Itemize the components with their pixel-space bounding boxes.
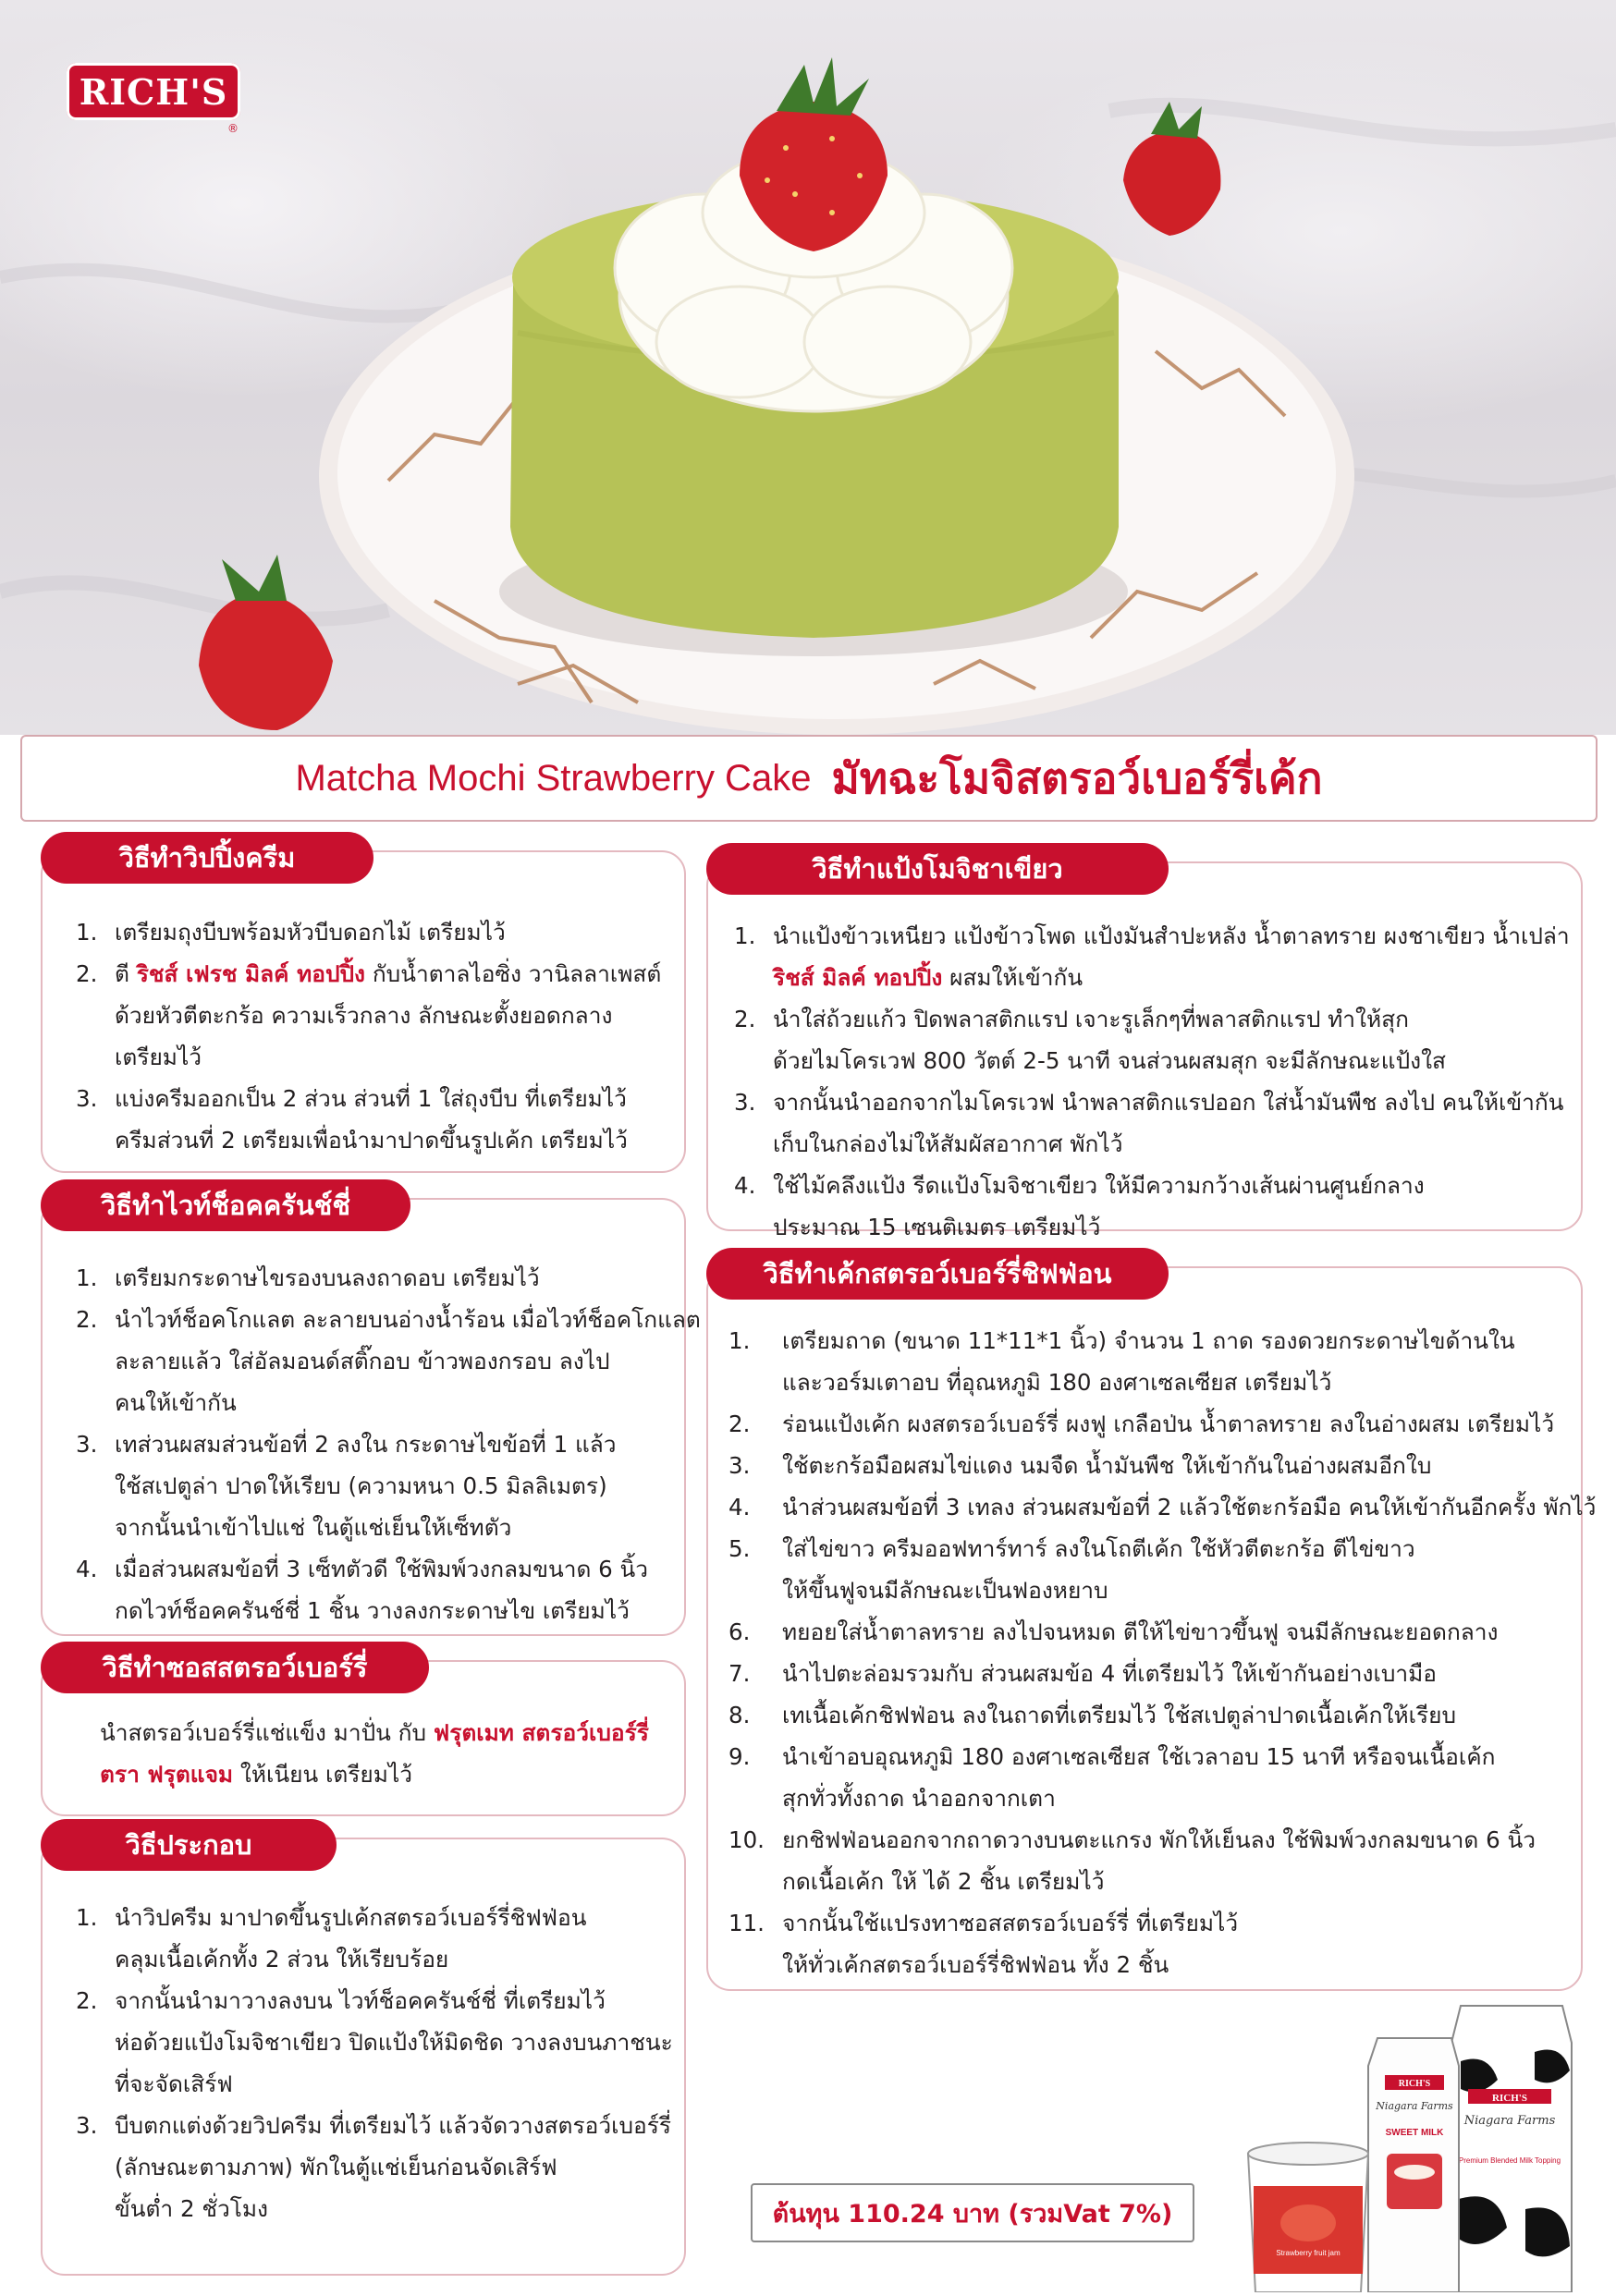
- registered-mark: ®: [227, 122, 239, 135]
- fruit-jam-tub-icon: [1248, 2143, 1368, 2292]
- product-highlight: ฟรุตเมท สตรอว์เบอร์รี่: [433, 1719, 649, 1746]
- section-heading: วิธีทำซอสสตรอว์เบอร์รี่: [41, 1642, 429, 1693]
- hero-photo: [0, 0, 1616, 735]
- svg-text:Premium Blended Milk Topping: Premium Blended Milk Topping: [1458, 2156, 1561, 2165]
- step-item: 3. ใช้ตะกร้อมือผสมไข่แดง นมจืด น้ำมันพืช ให้เข้ากันในอ่างผสมอีกใบ: [728, 1452, 1432, 1479]
- svg-text:RICH'S: RICH'S: [1398, 2079, 1431, 2089]
- product-highlight: ตรา ฟรุตแจม: [100, 1761, 234, 1788]
- section-matcha-mochi: [706, 853, 1583, 1240]
- cake-illustration: [0, 0, 1616, 735]
- svg-text:Niagara Farms: Niagara Farms: [1463, 2114, 1556, 2128]
- product-images: [1230, 1987, 1616, 2292]
- svg-text:Niagara Farms: Niagara Farms: [1376, 2100, 1453, 2112]
- step-item: 1. นำวิปครีม มาปาดขึ้นรูปเค้กสตรอว์เบอร์รี่ชิฟฟ่อน คลุมเนื้อเค้กทั้ง 2 ส่วน ให้เรียบร้อย: [76, 1904, 587, 1972]
- step-item: 2. จากนั้นนำมาวางลงบน ไวท์ช็อคครันช์ชี่ ที่เตรียมไว้ ห่อด้วยแป้งโมจิชาเขียว ปิดแป้งให้มิดชิด วางลงบนภาชนะ ที่จะจัดเสิร์ฟ: [76, 1987, 673, 2097]
- step-item: 11. จากนั้นใช้แปรงทาซอสสตรอว์เบอร์รี่ ที่เตรียมไว้ ให้ทั่วเค้กสตรอว์เบอร์รี่ชิฟฟ่อน ทั้ง 2 ชิ้น: [728, 1910, 1239, 1978]
- title-english: Matcha Mochi Strawberry Cake: [295, 757, 812, 799]
- steps-list: [68, 911, 684, 1161]
- product-highlight: ริชส์ มิลค์ ทอปปิ้ง: [773, 964, 943, 991]
- section-heading: วิธีทำเค้กสตรอว์เบอร์รี่ชิฟฟ่อน: [706, 1248, 1169, 1300]
- svg-text:Strawberry fruit jam: Strawberry fruit jam: [1276, 2249, 1341, 2257]
- title-thai: มัทฉะโมจิสตรอว์เบอร์รี่เค้ก: [831, 752, 1323, 803]
- svg-text:SWEET MILK: SWEET MILK: [1385, 2128, 1444, 2138]
- steps-list: [728, 1320, 1597, 1985]
- section-whipping-cream: [41, 842, 686, 1173]
- steps-list: [68, 1257, 701, 1631]
- section-white-choc-crunchy: [41, 1190, 701, 1636]
- sauce-text: นำสตรอว์เบอร์รี่แช่แข็ง มาปั่น กับ ฟรุตเมท สตรอว์เบอร์รี่ ตรา ฟรุตแจม ให้เนียน เตรียมไว้: [100, 1719, 649, 1788]
- section-heading: วิธีทำแป้งโมจิชาเขียว: [706, 843, 1169, 895]
- step-item: 3. บีบตกแต่งด้วยวิปครีม ที่เตรียมไว้ แล้วจัดวางสตรอว์เบอร์รี่ (ลักษณะตามภาพ) พักในตู้แช่เย็นก่อนจัดเสิร์ฟ ขั้นต่ำ 2 ชั่วโมง: [76, 2112, 672, 2222]
- steps-list: [727, 915, 1581, 1248]
- logo-text: RICH'S: [79, 70, 228, 113]
- section-strawberry-chiffon: [706, 1258, 1597, 1991]
- products-illustration: [1230, 1987, 1616, 2292]
- step-item: 3. แบ่งครีมออกเป็น 2 ส่วน ส่วนที่ 1 ใส่ถุงบีบ ที่เตรียมไว้ ครีมส่วนที่ 2 เตรียมเพื่อนำมาปาดขึ้นรูปเค้ก เตรียมไว้: [76, 1085, 628, 1154]
- step-item: 3. จากนั้นนำออกจากไมโครเวฟ นำพลาสติกแรปออก ใส่น้ำมันพืช ลงไป คนให้เข้ากัน เก็บในกล่องไม่ให้สัมผัสอากาศ พักไว้: [734, 1089, 1564, 1157]
- step-item: 1. นำแป้งข้าวเหนียว แป้งข้าวโพด แป้งมันสำปะหลัง น้ำตาลทราย ผงชาเขียว น้ำเปล่า ริชส์ มิลค์ ทอปปิ้ง ผสมให้เข้ากัน: [734, 922, 1570, 991]
- cost-box: [751, 2183, 1194, 2242]
- step-item: 2. ตี ริชส์ เฟรช มิลค์ ทอปปิ้ง กับน้ำตาลไอซิ่ง วานิลลาเพสต์ ด้วยหัวตีตะกร้อ ความเร็วกลาง ลักษณะตั้งยอดกลาง เตรียมไว้: [76, 960, 662, 1070]
- svg-text:RICH'S: RICH'S: [1492, 2093, 1527, 2104]
- step-item: 5. ใส่ไข่ขาว ครีมออฟทาร์ทาร์ ลงในโถตีเค้ก ใช้หัวตีตะกร้อ ตีไข่ขาว ให้ขึ้นฟูจนมีลักษณะเป็นฟองหยาบ: [728, 1535, 1415, 1604]
- step-item: 2. ร่อนแป้งเค้ก ผงสตรอว์เบอร์รี่ ผงฟู เกลือป่น น้ำตาลทราย ลงในอ่างผสม เตรียมไว้: [728, 1411, 1555, 1437]
- step-item: 1. เตรียมกระดาษไขรองบนลงถาดอบ เตรียมไว้: [76, 1264, 540, 1291]
- section-heading: วิธีทำวิปปิ้งครีม: [41, 832, 373, 884]
- step-item: 7. นำไปตะล่อมรวมกับ ส่วนผสมข้อ 4 ที่เตรียมไว้ ให้เข้ากันอย่างเบามือ: [728, 1660, 1437, 1687]
- section-assembly: [41, 1829, 686, 2276]
- step-item: 1. เตรียมถุงบีบพร้อมหัวบีบดอกไม้ เตรียมไว้: [76, 919, 506, 946]
- richs-logo: [67, 63, 240, 120]
- step-item: 3. เทส่วนผสมส่วนข้อที่ 2 ลงใน กระดาษไขข้อที่ 1 แล้ว ใช้สเปตูล่า ปาดให้เรียบ (ความหนา 0.5 มิลลิเมตร) จากนั้นนำเข้าไปแช่ ในตู้แช่เย็นให้เซ็ทตัว: [76, 1431, 617, 1541]
- recipe-title: [20, 735, 1598, 822]
- step-item: 8. เทเนื้อเค้กชิฟฟ่อน ลงในถาดที่เตรียมไว้ ใช้สเปตูล่าปาดเนื้อเค้กให้เรียบ: [728, 1702, 1457, 1728]
- sweet-milk-carton-icon: [1368, 2038, 1459, 2292]
- milk-topping-carton-icon: [1451, 2006, 1572, 2292]
- step-item: 2. นำไวท์ช็อคโกแลต ละลายบนอ่างน้ำร้อน เมื่อไวท์ช็อคโกแลต ละลายแล้ว ใส่อัลมอนด์สติ๊กอบ ข้าวพองกรอบ ลงไป คนให้เข้ากัน: [76, 1306, 701, 1416]
- step-item: 4. ใช้ไม้คลึงแป้ง รีดแป้งโมจิชาเขียว ให้มีความกว้างเส้นผ่านศูนย์กลาง ประมาณ 15 เซนติเมตร เตรียมไว้: [734, 1172, 1425, 1240]
- step-item: 9. นำเข้าอบอุณหภูมิ 180 องศาเซลเซียส ใช้เวลาอบ 15 นาที หรือจนเนื้อเค้ก สุกทั่วทั้งถาด นำออกจากเตา: [728, 1743, 1496, 1812]
- cost-text: ต้นทุน 110.24 บาท (รวมVat 7%): [772, 2199, 1173, 2229]
- step-item: 4. นำส่วนผสมข้อที่ 3 เทลง ส่วนผสมข้อที่ 2 แล้วใช้ตะกร้อมือ คนให้เข้ากันอีกครั้ง พักไว้: [728, 1494, 1597, 1520]
- step-item: 1. เตรียมถาด (ขนาด 11*11*1 นิ้ว) จำนวน 1 ถาด รองดวยกระดาษไขด้านใน และวอร์มเตาอบ ที่อุณหภูมิ 180 องศาเซลเซียส เตรียมไว้: [728, 1327, 1515, 1396]
- section-heading: วิธีประกอบ: [41, 1819, 337, 1871]
- section-heading: วิธีทำไวท์ช็อคครันช์ชี่: [41, 1179, 410, 1231]
- section-strawberry-sauce: [41, 1652, 686, 1816]
- steps-list: [68, 1897, 684, 2229]
- step-item: 10. ยกชิฟฟ่อนออกจากถาดวางบนตะแกรง พักให้เย็นลง ใช้พิมพ์วงกลมขนาด 6 นิ้ว กดเนื้อเค้ก ให้ ได้ 2 ชิ้น เตรียมไว้: [728, 1826, 1536, 1895]
- step-item: 2. นำใส่ถ้วยแก้ว ปิดพลาสติกแรป เจาะรูเล็กๆที่พลาสติกแรป ทำให้สุก ด้วยไมโครเวฟ 800 วัตต์ 2-5 นาที จนส่วนผสมสุก จะมีลักษณะแป้งใส: [734, 1006, 1447, 1074]
- step-item: 6. ทยอยใส่น้ำตาลทราย ลงไปจนหมด ตีให้ไข่ขาวขึ้นฟู จนมีลักษณะยอดกลาง: [728, 1618, 1499, 1645]
- product-highlight: ริชส์ เฟรช มิลค์ ทอปปิ้ง: [136, 960, 366, 987]
- step-item: 4. เมื่อส่วนผสมข้อที่ 3 เซ็ทตัวดี ใช้พิมพ์วงกลมขนาด 6 นิ้ว กดไวท์ช็อคครันช์ชี่ 1 ชิ้น วางลงกระดาษไข เตรียมไว้: [76, 1556, 649, 1624]
